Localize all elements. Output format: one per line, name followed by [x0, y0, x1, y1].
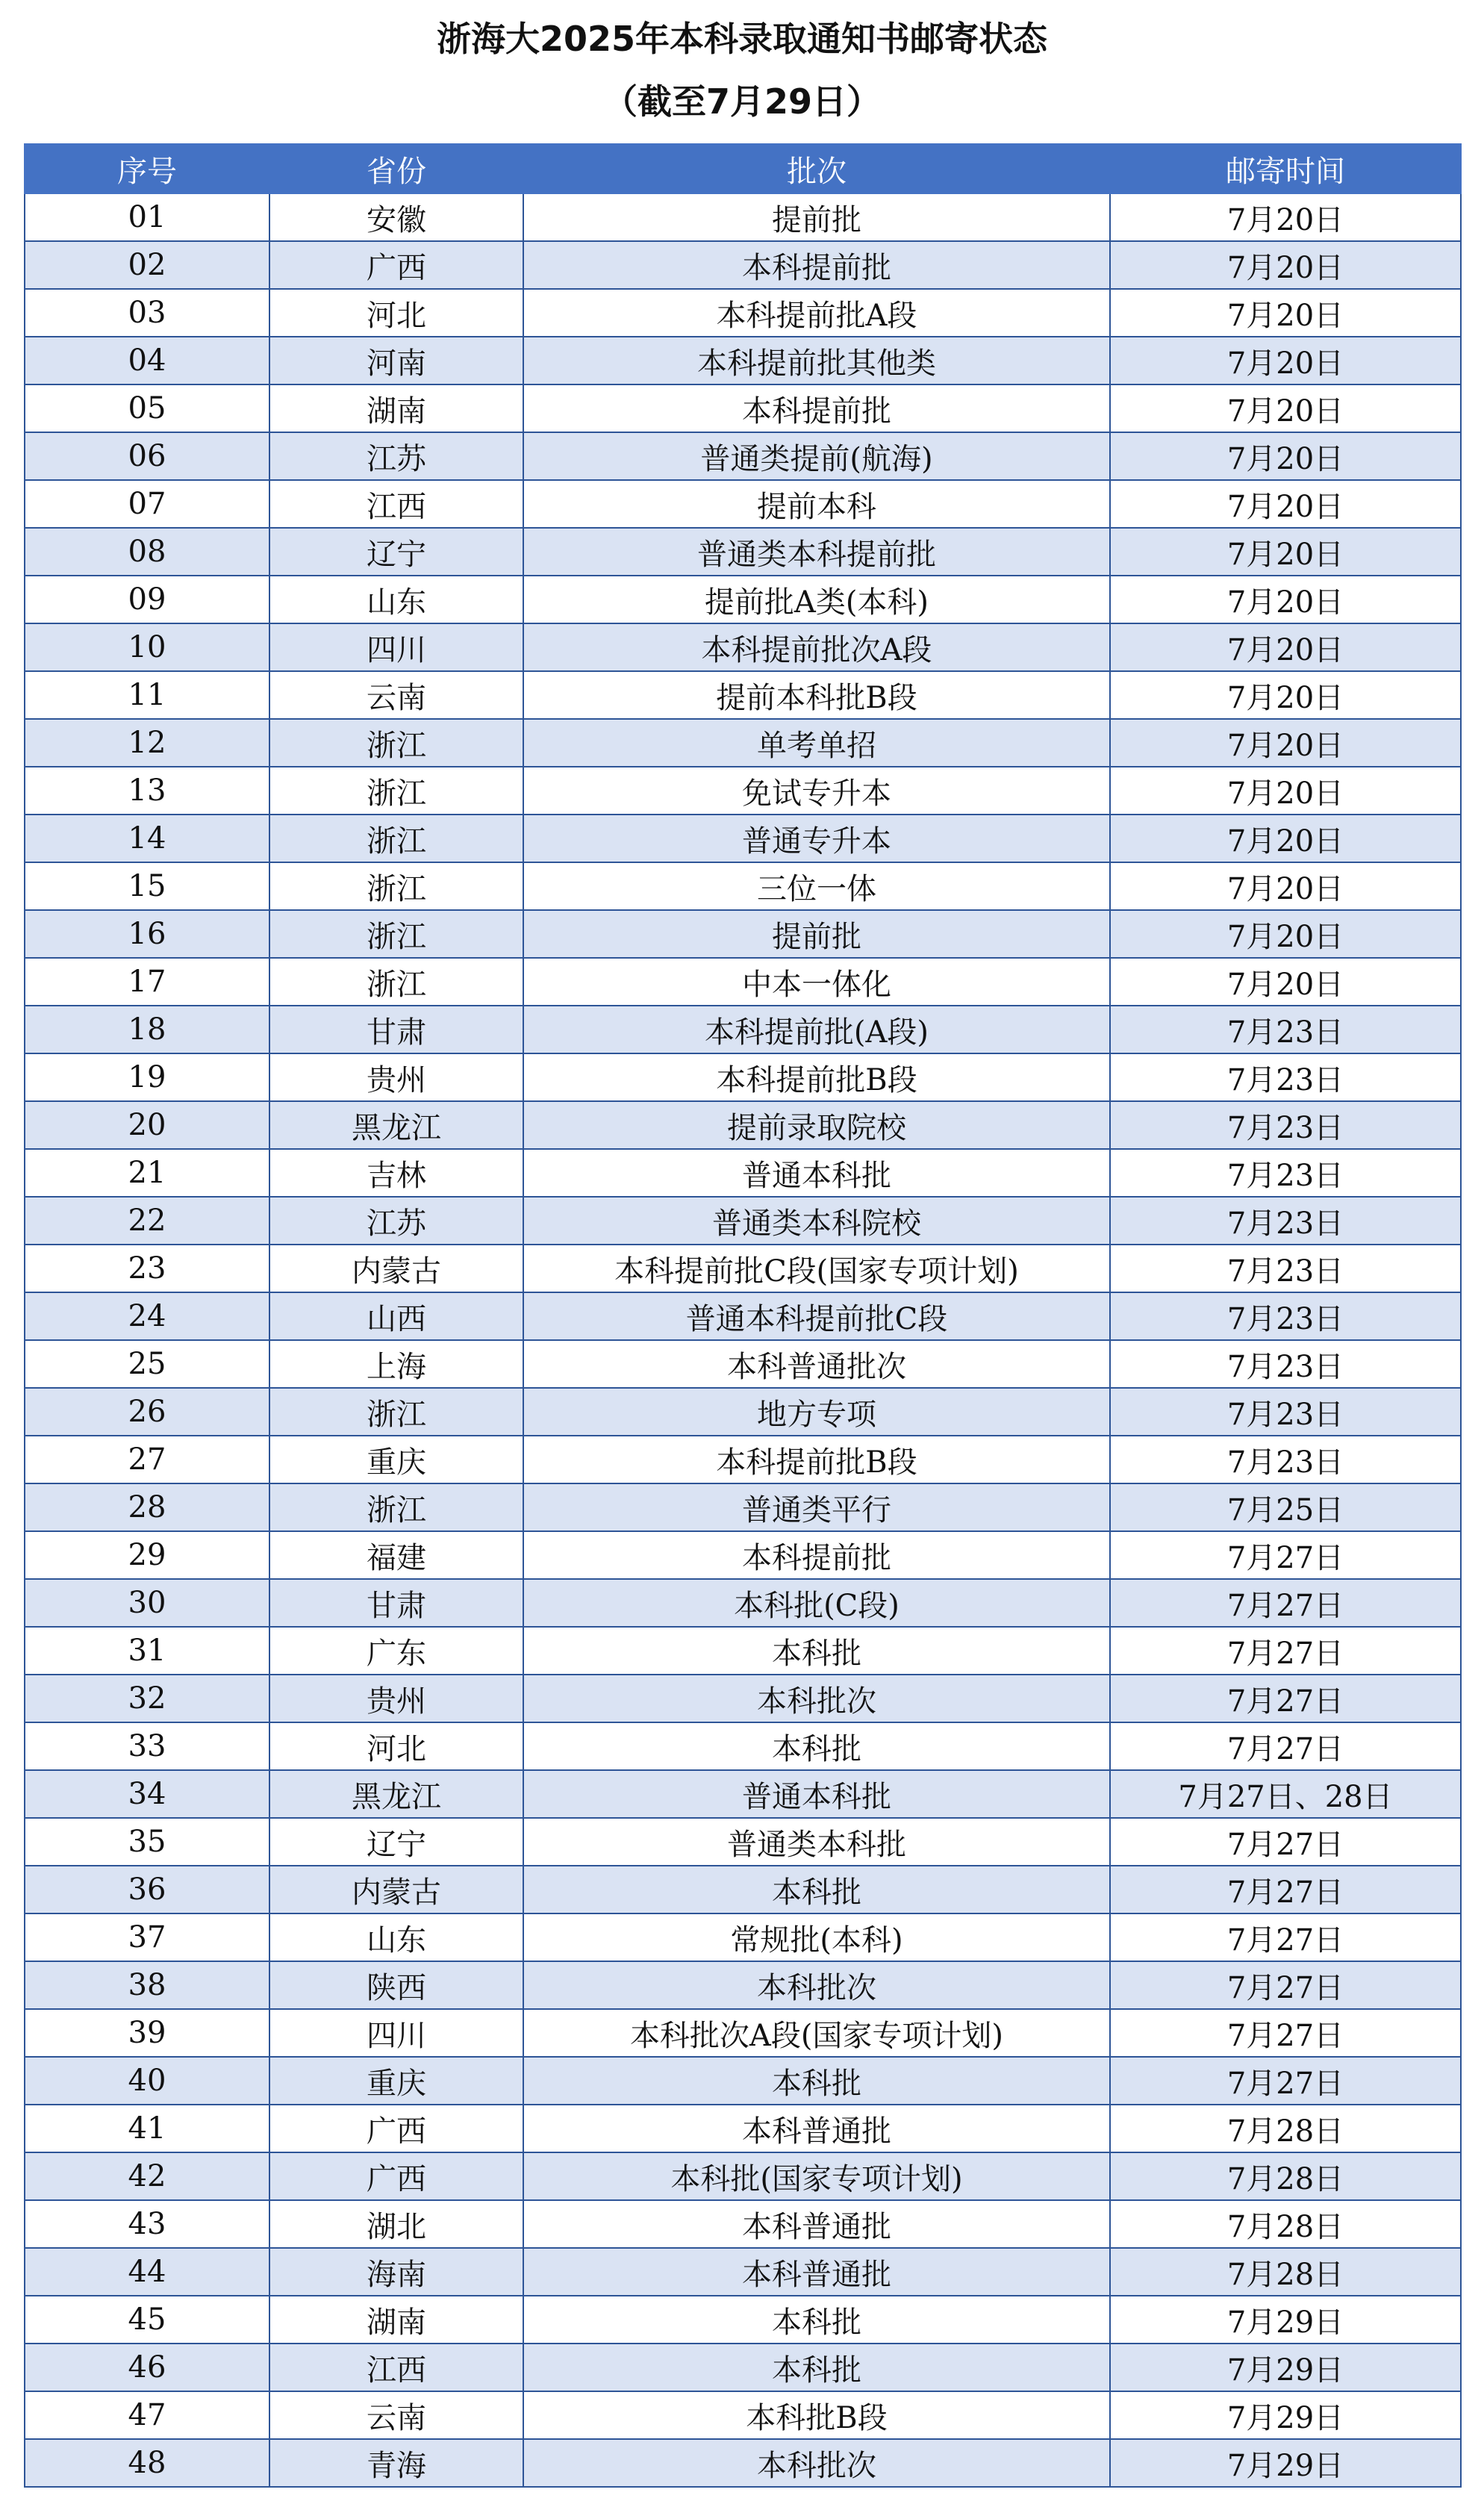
table-row	[25, 958, 1461, 1006]
cell-index: 03	[25, 289, 269, 337]
cell-batch: 三位一体	[523, 862, 1110, 910]
table-row	[25, 2200, 1461, 2248]
table-row	[25, 1818, 1461, 1866]
table-row	[25, 1340, 1461, 1388]
cell-index: 45	[25, 2296, 269, 2344]
cell-mail-date: 7月27日	[1110, 1675, 1461, 1722]
cell-mail-date: 7月29日	[1110, 2391, 1461, 2439]
cell-index: 24	[25, 1292, 269, 1340]
table-row	[25, 241, 1461, 289]
cell-mail-date: 7月27日	[1110, 2057, 1461, 2105]
cell-province: 山东	[269, 1913, 523, 1961]
cell-batch: 普通本科批	[523, 1770, 1110, 1818]
cell-province: 四川	[269, 623, 523, 671]
cell-batch: 本科批次A段(国家专项计划)	[523, 2009, 1110, 2057]
cell-batch: 本科批	[523, 2057, 1110, 2105]
cell-batch: 中本一体化	[523, 958, 1110, 1006]
cell-index: 35	[25, 1818, 269, 1866]
cell-mail-date: 7月20日	[1110, 432, 1461, 480]
cell-province: 上海	[269, 1340, 523, 1388]
table-row	[25, 1531, 1461, 1579]
page-title: 浙海大2025年本科录取通知书邮寄状态	[436, 19, 1048, 59]
cell-mail-date: 7月20日	[1110, 767, 1461, 815]
table-row	[25, 1292, 1461, 1340]
cell-province: 江苏	[269, 432, 523, 480]
cell-province: 广西	[269, 2152, 523, 2200]
cell-mail-date: 7月23日	[1110, 1101, 1461, 1149]
cell-province: 浙江	[269, 719, 523, 767]
table-row	[25, 1101, 1461, 1149]
cell-mail-date: 7月29日	[1110, 2439, 1461, 2487]
cell-index: 05	[25, 384, 269, 432]
cell-index: 21	[25, 1149, 269, 1197]
cell-mail-date: 7月27日	[1110, 1531, 1461, 1579]
cell-index: 43	[25, 2200, 269, 2248]
cell-mail-date: 7月28日	[1110, 2105, 1461, 2152]
cell-mail-date: 7月20日	[1110, 862, 1461, 910]
cell-index: 30	[25, 1579, 269, 1627]
cell-province: 重庆	[269, 2057, 523, 2105]
cell-mail-date: 7月27日	[1110, 1913, 1461, 1961]
cell-index: 31	[25, 1627, 269, 1675]
cell-batch: 提前本科	[523, 480, 1110, 528]
table-row	[25, 193, 1461, 241]
cell-province: 浙江	[269, 958, 523, 1006]
cell-mail-date: 7月28日	[1110, 2152, 1461, 2200]
header-province: 省份	[269, 144, 523, 193]
table-row	[25, 910, 1461, 958]
cell-batch: 提前批	[523, 910, 1110, 958]
table-row	[25, 1006, 1461, 1053]
cell-batch: 本科普通批次	[523, 1340, 1110, 1388]
cell-batch: 提前录取院校	[523, 1101, 1110, 1149]
table-row	[25, 2439, 1461, 2487]
cell-mail-date: 7月20日	[1110, 576, 1461, 623]
cell-mail-date: 7月23日	[1110, 1340, 1461, 1388]
cell-batch: 普通类本科提前批	[523, 528, 1110, 576]
cell-mail-date: 7月23日	[1110, 1197, 1461, 1245]
cell-index: 27	[25, 1436, 269, 1483]
cell-index: 36	[25, 1866, 269, 1913]
table-row	[25, 623, 1461, 671]
cell-batch: 本科普通批	[523, 2248, 1110, 2296]
cell-batch: 本科批B段	[523, 2391, 1110, 2439]
cell-batch: 本科普通批	[523, 2200, 1110, 2248]
cell-index: 38	[25, 1961, 269, 2009]
cell-batch: 本科批	[523, 1627, 1110, 1675]
cell-mail-date: 7月27日	[1110, 1866, 1461, 1913]
cell-province: 云南	[269, 2391, 523, 2439]
cell-mail-date: 7月23日	[1110, 1292, 1461, 1340]
cell-province: 湖北	[269, 2200, 523, 2248]
table-row	[25, 1053, 1461, 1101]
cell-index: 26	[25, 1388, 269, 1436]
table-row	[25, 815, 1461, 862]
cell-index: 13	[25, 767, 269, 815]
cell-mail-date: 7月20日	[1110, 815, 1461, 862]
table-row	[25, 1913, 1461, 1961]
cell-batch: 普通类提前(航海)	[523, 432, 1110, 480]
cell-batch: 免试专升本	[523, 767, 1110, 815]
cell-index: 10	[25, 623, 269, 671]
cell-index: 02	[25, 241, 269, 289]
cell-mail-date: 7月27日、28日	[1110, 1770, 1461, 1818]
cell-batch: 本科批	[523, 2296, 1110, 2344]
cell-index: 44	[25, 2248, 269, 2296]
cell-batch: 本科提前批(A段)	[523, 1006, 1110, 1053]
cell-province: 江西	[269, 2344, 523, 2391]
table-row	[25, 1722, 1461, 1770]
cell-mail-date: 7月29日	[1110, 2344, 1461, 2391]
cell-mail-date: 7月27日	[1110, 2009, 1461, 2057]
cell-index: 39	[25, 2009, 269, 2057]
cell-batch: 本科批	[523, 1866, 1110, 1913]
table-row	[25, 2248, 1461, 2296]
cell-mail-date: 7月20日	[1110, 193, 1461, 241]
cell-batch: 本科提前批C段(国家专项计划)	[523, 1245, 1110, 1292]
cell-batch: 本科批(C段)	[523, 1579, 1110, 1627]
header-batch: 批次	[523, 144, 1110, 193]
cell-index: 32	[25, 1675, 269, 1722]
table-body	[25, 193, 1461, 2487]
cell-batch: 常规批(本科)	[523, 1913, 1110, 1961]
cell-mail-date: 7月20日	[1110, 528, 1461, 576]
cell-province: 黑龙江	[269, 1101, 523, 1149]
table-row	[25, 337, 1461, 384]
cell-index: 28	[25, 1483, 269, 1531]
cell-batch: 本科提前批A段	[523, 289, 1110, 337]
cell-batch: 本科提前批次A段	[523, 623, 1110, 671]
cell-province: 陕西	[269, 1961, 523, 2009]
cell-mail-date: 7月20日	[1110, 958, 1461, 1006]
table-row	[25, 1483, 1461, 1531]
table-row	[25, 289, 1461, 337]
cell-batch: 普通类平行	[523, 1483, 1110, 1531]
cell-batch: 单考单招	[523, 719, 1110, 767]
cell-batch: 本科批	[523, 1722, 1110, 1770]
cell-mail-date: 7月23日	[1110, 1053, 1461, 1101]
cell-index: 41	[25, 2105, 269, 2152]
cell-mail-date: 7月23日	[1110, 1006, 1461, 1053]
cell-mail-date: 7月23日	[1110, 1436, 1461, 1483]
cell-batch: 本科提前批其他类	[523, 337, 1110, 384]
cell-mail-date: 7月20日	[1110, 480, 1461, 528]
cell-mail-date: 7月20日	[1110, 337, 1461, 384]
cell-province: 安徽	[269, 193, 523, 241]
table-row	[25, 1579, 1461, 1627]
cell-province: 黑龙江	[269, 1770, 523, 1818]
cell-batch: 本科普通批	[523, 2105, 1110, 2152]
cell-province: 福建	[269, 1531, 523, 1579]
cell-index: 12	[25, 719, 269, 767]
cell-index: 07	[25, 480, 269, 528]
cell-province: 吉林	[269, 1149, 523, 1197]
cell-mail-date: 7月27日	[1110, 1722, 1461, 1770]
cell-index: 11	[25, 671, 269, 719]
table-row	[25, 1149, 1461, 1197]
header-mail-date: 邮寄时间	[1110, 144, 1461, 193]
cell-index: 09	[25, 576, 269, 623]
table-row	[25, 2391, 1461, 2439]
cell-batch: 本科批次	[523, 2439, 1110, 2487]
cell-index: 20	[25, 1101, 269, 1149]
cell-mail-date: 7月27日	[1110, 1627, 1461, 1675]
cell-index: 04	[25, 337, 269, 384]
table-row	[25, 671, 1461, 719]
table-row	[25, 1866, 1461, 1913]
cell-batch: 本科提前批	[523, 1531, 1110, 1579]
table-header-row	[25, 144, 1461, 193]
cell-batch: 提前批A类(本科)	[523, 576, 1110, 623]
cell-province: 甘肃	[269, 1006, 523, 1053]
cell-batch: 本科批次	[523, 1675, 1110, 1722]
cell-province: 广东	[269, 1627, 523, 1675]
cell-province: 辽宁	[269, 528, 523, 576]
cell-index: 33	[25, 1722, 269, 1770]
table-row	[25, 862, 1461, 910]
table-row	[25, 1245, 1461, 1292]
cell-index: 15	[25, 862, 269, 910]
table-row	[25, 1197, 1461, 1245]
cell-province: 广西	[269, 2105, 523, 2152]
cell-province: 浙江	[269, 910, 523, 958]
cell-mail-date: 7月20日	[1110, 910, 1461, 958]
cell-mail-date: 7月20日	[1110, 384, 1461, 432]
cell-province: 河北	[269, 289, 523, 337]
table-row	[25, 576, 1461, 623]
page-subtitle: （截至7月29日）	[602, 81, 882, 122]
cell-index: 01	[25, 193, 269, 241]
cell-batch: 普通类本科院校	[523, 1197, 1110, 1245]
cell-index: 14	[25, 815, 269, 862]
cell-index: 19	[25, 1053, 269, 1101]
cell-batch: 本科提前批	[523, 241, 1110, 289]
cell-mail-date: 7月20日	[1110, 719, 1461, 767]
cell-index: 37	[25, 1913, 269, 1961]
cell-index: 42	[25, 2152, 269, 2200]
cell-index: 46	[25, 2344, 269, 2391]
cell-index: 16	[25, 910, 269, 958]
cell-province: 浙江	[269, 1388, 523, 1436]
cell-index: 40	[25, 2057, 269, 2105]
cell-batch: 本科批(国家专项计划)	[523, 2152, 1110, 2200]
cell-province: 辽宁	[269, 1818, 523, 1866]
table-row	[25, 1770, 1461, 1818]
table-row	[25, 384, 1461, 432]
cell-province: 河北	[269, 1722, 523, 1770]
cell-province: 湖南	[269, 384, 523, 432]
cell-province: 海南	[269, 2248, 523, 2296]
cell-mail-date: 7月23日	[1110, 1388, 1461, 1436]
cell-index: 48	[25, 2439, 269, 2487]
cell-batch: 提前批	[523, 193, 1110, 241]
cell-province: 内蒙古	[269, 1245, 523, 1292]
table-row	[25, 2296, 1461, 2344]
cell-batch: 普通类本科批	[523, 1818, 1110, 1866]
cell-province: 广西	[269, 241, 523, 289]
cell-mail-date: 7月25日	[1110, 1483, 1461, 1531]
cell-index: 29	[25, 1531, 269, 1579]
cell-batch: 普通专升本	[523, 815, 1110, 862]
cell-batch: 本科提前批B段	[523, 1053, 1110, 1101]
cell-mail-date: 7月23日	[1110, 1245, 1461, 1292]
cell-province: 浙江	[269, 1483, 523, 1531]
cell-index: 17	[25, 958, 269, 1006]
cell-batch: 本科提前批B段	[523, 1436, 1110, 1483]
cell-province: 江西	[269, 480, 523, 528]
table-row	[25, 1436, 1461, 1483]
cell-batch: 本科批次	[523, 1961, 1110, 2009]
table-row	[25, 2152, 1461, 2200]
cell-index: 08	[25, 528, 269, 576]
cell-mail-date: 7月20日	[1110, 289, 1461, 337]
cell-mail-date: 7月23日	[1110, 1149, 1461, 1197]
cell-index: 25	[25, 1340, 269, 1388]
cell-province: 甘肃	[269, 1579, 523, 1627]
cell-province: 河南	[269, 337, 523, 384]
table-row	[25, 1388, 1461, 1436]
table-row	[25, 2057, 1461, 2105]
cell-index: 06	[25, 432, 269, 480]
table-row	[25, 1675, 1461, 1722]
table-row	[25, 432, 1461, 480]
cell-province: 湖南	[269, 2296, 523, 2344]
cell-index: 18	[25, 1006, 269, 1053]
cell-province: 浙江	[269, 862, 523, 910]
table-row	[25, 2009, 1461, 2057]
cell-batch: 本科批	[523, 2344, 1110, 2391]
cell-mail-date: 7月27日	[1110, 1818, 1461, 1866]
table-row	[25, 767, 1461, 815]
cell-province: 云南	[269, 671, 523, 719]
cell-batch: 地方专项	[523, 1388, 1110, 1436]
table-row	[25, 719, 1461, 767]
cell-province: 贵州	[269, 1053, 523, 1101]
table-row	[25, 2344, 1461, 2391]
cell-province: 浙江	[269, 767, 523, 815]
cell-batch: 普通本科批	[523, 1149, 1110, 1197]
cell-index: 23	[25, 1245, 269, 1292]
cell-index: 22	[25, 1197, 269, 1245]
header-index: 序号	[25, 144, 269, 193]
cell-mail-date: 7月20日	[1110, 623, 1461, 671]
cell-mail-date: 7月27日	[1110, 1579, 1461, 1627]
cell-mail-date: 7月20日	[1110, 241, 1461, 289]
cell-province: 贵州	[269, 1675, 523, 1722]
table-row	[25, 1961, 1461, 2009]
table-row	[25, 1627, 1461, 1675]
cell-province: 内蒙古	[269, 1866, 523, 1913]
cell-index: 47	[25, 2391, 269, 2439]
cell-mail-date: 7月28日	[1110, 2200, 1461, 2248]
table-row	[25, 528, 1461, 576]
cell-batch: 普通本科提前批C段	[523, 1292, 1110, 1340]
cell-mail-date: 7月20日	[1110, 671, 1461, 719]
cell-province: 山东	[269, 576, 523, 623]
cell-province: 青海	[269, 2439, 523, 2487]
cell-province: 四川	[269, 2009, 523, 2057]
cell-mail-date: 7月27日	[1110, 1961, 1461, 2009]
cell-province: 重庆	[269, 1436, 523, 1483]
table-row	[25, 480, 1461, 528]
cell-province: 江苏	[269, 1197, 523, 1245]
cell-index: 34	[25, 1770, 269, 1818]
cell-mail-date: 7月28日	[1110, 2248, 1461, 2296]
cell-batch: 提前本科批B段	[523, 671, 1110, 719]
cell-mail-date: 7月29日	[1110, 2296, 1461, 2344]
cell-batch: 本科提前批	[523, 384, 1110, 432]
cell-province: 山西	[269, 1292, 523, 1340]
cell-province: 浙江	[269, 815, 523, 862]
table-row	[25, 2105, 1461, 2152]
mailing-status-table	[24, 143, 1462, 2488]
